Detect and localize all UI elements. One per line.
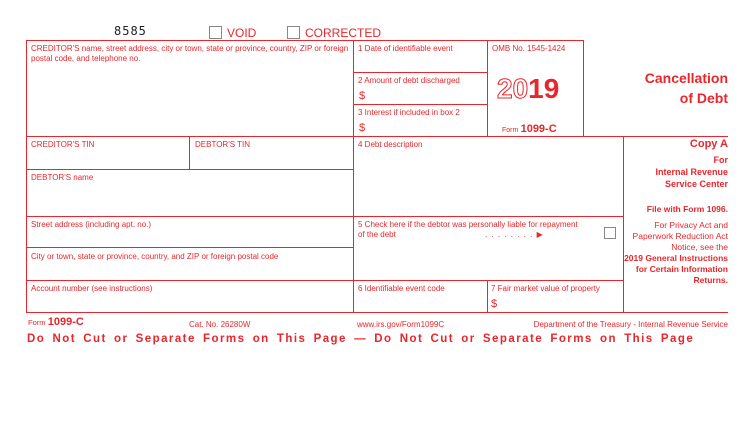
footer-form: [28, 317, 84, 328]
form-name-header: [502, 124, 557, 136]
footer-form-name: 1099-C: [47, 316, 84, 328]
divider-v-box7: [487, 280, 488, 313]
tax-year-prefix: 20: [497, 73, 529, 104]
form-title-line1: Cancellation: [644, 70, 728, 86]
box6-label: 6 Identifiable event code: [358, 284, 445, 293]
creditor-name-field[interactable]: [28, 66, 352, 134]
copy-a-label: Copy A: [689, 138, 728, 150]
box2-field[interactable]: [370, 88, 486, 103]
box2-label: 2 Amount of debt discharged: [358, 76, 460, 85]
divider-h-box2: [353, 104, 488, 105]
box2-dollar-sign: $: [359, 90, 366, 102]
box3-field[interactable]: [370, 120, 486, 135]
form-control-number: 8585: [114, 24, 147, 38]
void-label: VOID: [227, 26, 257, 40]
corrected-checkbox[interactable]: [287, 26, 300, 39]
box3-label: 3 Interest if included in box 2: [358, 108, 460, 117]
divider-v-main: [353, 40, 354, 313]
footer-cat-no: Cat. No. 26280W: [189, 320, 251, 329]
divider-h-account: [26, 280, 623, 281]
divider-h-box1: [353, 72, 488, 73]
box4-label: 4 Debt description: [358, 140, 423, 149]
divider-v-tin: [189, 137, 190, 169]
corrected-label: CORRECTED: [305, 26, 382, 40]
file-with-1096: File with Form 1096.: [646, 204, 728, 214]
copy-irs: Internal Revenue: [655, 167, 728, 177]
debtor-name-label: DEBTOR'S name: [31, 173, 94, 182]
void-checkbox[interactable]: [209, 26, 222, 39]
privacy-notice: For Privacy Act and Paperwork Reduction Act Notice, see the: [632, 220, 728, 252]
box5-label: 5 Check here if the debtor was personally liable for repayment of the debt: [358, 220, 578, 239]
tax-year-suffix: 19: [528, 73, 560, 104]
box4-field[interactable]: [355, 152, 621, 214]
creditor-tin-field[interactable]: [28, 152, 188, 167]
omb-number: OMB No. 1545-1424: [492, 44, 566, 53]
account-number-label: Account number (see instructions): [31, 284, 153, 293]
city-field[interactable]: [28, 263, 352, 278]
copy-for: For: [713, 155, 728, 165]
box7-field[interactable]: [502, 295, 622, 310]
form-name-bold: 1099-C: [520, 123, 557, 135]
street-address-field[interactable]: [28, 231, 352, 246]
box6-field[interactable]: [355, 295, 486, 310]
general-instructions: 2019 General Instructions for Certain Information Returns.: [624, 253, 728, 285]
box1-field[interactable]: [355, 56, 486, 71]
debtor-tin-label: DEBTOR'S TIN: [195, 140, 251, 149]
form-top-border: [26, 40, 583, 41]
divider-h-street: [26, 216, 623, 217]
box5-checkbox[interactable]: [604, 227, 616, 239]
street-address-label: Street address (including apt. no.): [31, 220, 152, 229]
city-label: City or town, state or province, country, and ZIP or foreign postal code: [31, 252, 279, 261]
divider-h-debtor-name: [26, 169, 354, 170]
box5-leader-dots: . . . . . . . . ▶: [485, 230, 544, 239]
account-number-field[interactable]: [28, 295, 352, 310]
box1-label: 1 Date of identifiable event: [358, 44, 453, 53]
box3-dollar-sign: $: [359, 122, 366, 134]
divider-h-city: [26, 247, 354, 248]
footer-url: www.irs.gov/Form1099C: [357, 320, 445, 329]
tax-year: [497, 74, 559, 104]
form-title-line2: of Debt: [679, 90, 728, 106]
form-label-small: Form: [502, 127, 519, 134]
divider-v-omb: [487, 40, 488, 137]
debtor-tin-field[interactable]: [191, 152, 352, 167]
box7-label: 7 Fair market value of property: [491, 284, 600, 293]
divider-v-year-right: [583, 40, 584, 137]
footer-department: Department of the Treasury - Internal Revenue Service: [533, 320, 728, 329]
creditor-tin-label: CREDITOR'S TIN: [31, 140, 95, 149]
copy-service-center: Service Center: [664, 179, 728, 189]
do-not-cut-banner: Do Not Cut or Separate Forms on This Page — Do Not Cut or Separate Forms on This Page: [27, 333, 695, 345]
debtor-name-field[interactable]: [28, 185, 352, 215]
divider-h-tin: [26, 136, 728, 137]
creditor-name-label: CREDITOR'S name, street address, city or town, state or province, country, ZIP or foreign postal code, and telephone no.: [31, 44, 349, 63]
footer-form-label: Form: [28, 318, 46, 327]
form-left-border: [26, 40, 27, 313]
box7-dollar-sign: $: [491, 298, 498, 310]
